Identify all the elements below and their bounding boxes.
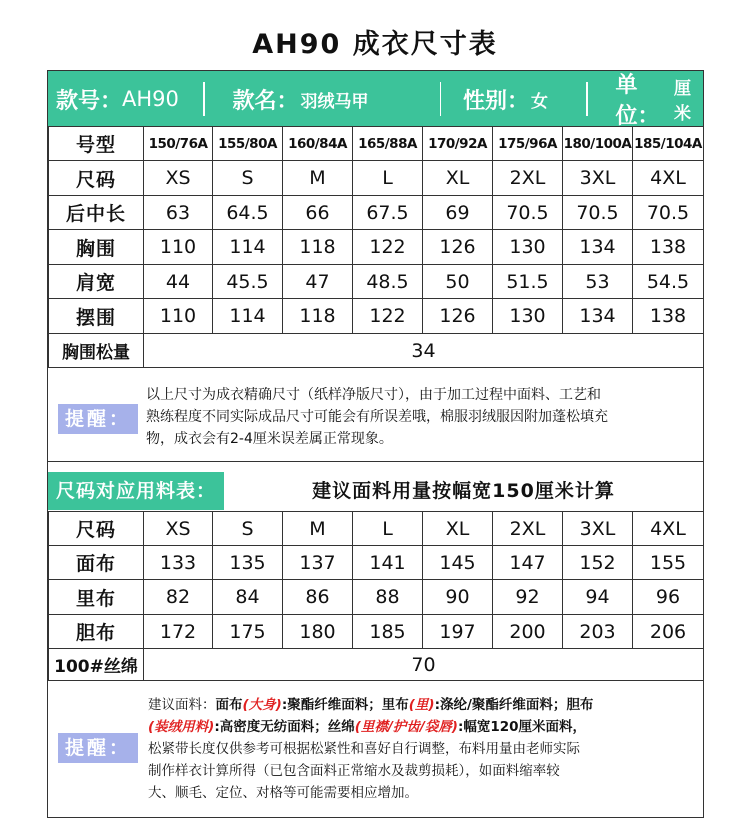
- row-label: 胆布: [49, 615, 144, 649]
- material-header: [48, 472, 703, 510]
- table-row: [49, 161, 704, 196]
- value-cell: 172: [144, 615, 213, 649]
- value-cell: 130: [493, 230, 563, 265]
- size-cell: 2XL: [493, 512, 563, 546]
- table-row: [49, 334, 704, 368]
- value-cell: 138: [633, 299, 704, 334]
- info-header: [48, 71, 703, 127]
- value-cell: 51.5: [493, 265, 563, 299]
- material-note: [48, 680, 703, 818]
- note-fragment: :涤纶/聚酯纤维面料；: [434, 697, 567, 713]
- value-cell: 180: [283, 615, 353, 649]
- ease-label: 胸围松量: [49, 334, 144, 368]
- row-label: 摆围: [49, 299, 144, 334]
- value-cell: 88: [353, 580, 423, 615]
- value-cell: 64.5: [213, 196, 283, 230]
- value-cell: 70.5: [493, 196, 563, 230]
- note-line: 松紧带长度仅供参考可根据松紧性和喜好自行调整，布料用量由老师实际: [148, 741, 580, 757]
- page-title: AH90 成衣尺寸表: [252, 29, 498, 60]
- value-cell: 197: [423, 615, 493, 649]
- row-label: 肩宽: [49, 265, 144, 299]
- size-cell: S: [213, 512, 283, 546]
- value-cell: 118: [283, 299, 353, 334]
- note-text: [148, 694, 593, 804]
- value-cell: 114: [213, 299, 283, 334]
- reminder-badge: 提醒：: [58, 404, 138, 434]
- material-table: [48, 511, 704, 681]
- value-cell: 96: [633, 580, 704, 615]
- value-cell: 185: [353, 615, 423, 649]
- table-row: [49, 580, 704, 615]
- value-cell: 134: [563, 230, 633, 265]
- padding-value: 70: [144, 649, 704, 681]
- model-cell: 155/80A: [213, 127, 283, 161]
- row-label: 胸围: [49, 230, 144, 265]
- value-cell: 133: [144, 546, 213, 580]
- value-cell: 90: [423, 580, 493, 615]
- size-cell: 4XL: [633, 512, 704, 546]
- size-cell: 4XL: [633, 161, 704, 196]
- value-cell: 69: [423, 196, 493, 230]
- model-cell: 165/88A: [353, 127, 423, 161]
- model-cell: 160/84A: [283, 127, 353, 161]
- size-cell: XL: [423, 512, 493, 546]
- unit: [588, 71, 704, 127]
- model-cell: 175/96A: [493, 127, 563, 161]
- row-label: 后中长: [49, 196, 144, 230]
- note-fragment: 胆布: [566, 697, 594, 713]
- value-cell: 84: [213, 580, 283, 615]
- value-cell: 45.5: [213, 265, 283, 299]
- model-cell: 180/100A: [563, 127, 633, 161]
- table-row: [49, 546, 704, 580]
- size-cell: 3XL: [563, 161, 633, 196]
- note-fragment: 里布: [381, 697, 409, 713]
- value-cell: 70.5: [633, 196, 704, 230]
- value-cell: 114: [213, 230, 283, 265]
- note-fragment: :幅宽120厘米面料，: [457, 719, 587, 735]
- material-header-label: 尺码对应用料表：: [48, 472, 224, 510]
- value-cell: 203: [563, 615, 633, 649]
- table-row: [49, 230, 704, 265]
- size-cell: L: [353, 512, 423, 546]
- note-line: 熟练程度不同实际成品尺寸可能会有所误差哦，棉服羽绒服因附加蓬松填充: [146, 409, 608, 425]
- style-number: [48, 71, 203, 127]
- value-cell: 54.5: [633, 265, 704, 299]
- value-cell: 122: [353, 230, 423, 265]
- value-cell: 118: [283, 230, 353, 265]
- style-name: [205, 71, 440, 127]
- size-cell: XL: [423, 161, 493, 196]
- gender: [441, 71, 586, 127]
- model-cell: 185/104A: [633, 127, 704, 161]
- value-cell: 67.5: [353, 196, 423, 230]
- size-cell: M: [283, 161, 353, 196]
- value-cell: 126: [423, 299, 493, 334]
- value-cell: 44: [144, 265, 213, 299]
- padding-label: 100#丝绵: [49, 649, 144, 681]
- note-line: 制作样衣计算所得（已包含面料正常缩水及裁剪损耗），如面料缩率较: [148, 763, 560, 779]
- note-fragment: 面布: [215, 697, 243, 713]
- value-cell: 175: [213, 615, 283, 649]
- value-cell: 145: [423, 546, 493, 580]
- table-row: [49, 512, 704, 546]
- reminder-badge: 提醒：: [58, 733, 138, 763]
- value-cell: 86: [283, 580, 353, 615]
- model-cell: 170/92A: [423, 127, 493, 161]
- note-line: [148, 694, 593, 716]
- value-cell: 155: [633, 546, 704, 580]
- ease-value: 34: [144, 334, 704, 368]
- value-cell: 122: [353, 299, 423, 334]
- value-cell: 70.5: [563, 196, 633, 230]
- value-cell: 66: [283, 196, 353, 230]
- table-row: [49, 615, 704, 649]
- size-header: 尺码: [49, 512, 144, 546]
- gender-value: 女: [531, 91, 549, 112]
- style-number-label: 款号：: [56, 88, 123, 114]
- style-number-value: AH90: [122, 87, 179, 111]
- style-name-value: 羽绒马甲: [300, 91, 369, 112]
- value-cell: 200: [493, 615, 563, 649]
- note-line: 物，成衣会有2-4厘米误差属正常现象。: [146, 431, 393, 447]
- note-fragment: :聚酯纤维面料；: [281, 697, 382, 713]
- note-fragment: (装绒用料): [148, 719, 215, 735]
- value-cell: 48.5: [353, 265, 423, 299]
- value-cell: 47: [283, 265, 353, 299]
- size-cell: S: [213, 161, 283, 196]
- size-table: [48, 126, 704, 368]
- value-cell: 110: [144, 230, 213, 265]
- unit-value: 厘米: [673, 79, 691, 124]
- size-cell: L: [353, 161, 423, 196]
- table-row: [49, 265, 704, 299]
- value-cell: 94: [563, 580, 633, 615]
- table-row: [49, 299, 704, 334]
- unit-label: 单位：: [615, 73, 660, 129]
- size-cell: XS: [144, 161, 213, 196]
- value-cell: 137: [283, 546, 353, 580]
- value-cell: 50: [423, 265, 493, 299]
- value-cell: 152: [563, 546, 633, 580]
- model-cell: 150/76A: [144, 127, 213, 161]
- value-cell: 92: [493, 580, 563, 615]
- note-line: 以上尺寸为成衣精确尺寸（纸样净版尺寸），由于加工过程中面料、工艺和: [146, 387, 601, 403]
- value-cell: 126: [423, 230, 493, 265]
- value-cell: 82: [144, 580, 213, 615]
- table-row: [49, 127, 704, 161]
- note-line: 大、顺毛、定位、对格等可能需要相应增加。: [148, 785, 418, 801]
- note-fragment: 丝绵: [327, 719, 355, 735]
- size-cell: XS: [144, 512, 213, 546]
- note-fragment: 建议面料：: [148, 697, 216, 713]
- value-cell: 141: [353, 546, 423, 580]
- value-cell: 53: [563, 265, 633, 299]
- row-label: 里布: [49, 580, 144, 615]
- material-header-note: 建议面料用量按幅宽150厘米计算: [312, 480, 615, 502]
- value-cell: 206: [633, 615, 704, 649]
- value-cell: 134: [563, 299, 633, 334]
- value-cell: 110: [144, 299, 213, 334]
- value-cell: 147: [493, 546, 563, 580]
- gender-label: 性别：: [463, 88, 530, 114]
- table-row: [49, 649, 704, 681]
- style-name-label: 款名：: [232, 88, 299, 114]
- size-header: 尺码: [49, 161, 144, 196]
- size-cell: M: [283, 512, 353, 546]
- note-text: [146, 384, 608, 450]
- size-cell: 2XL: [493, 161, 563, 196]
- value-cell: 135: [213, 546, 283, 580]
- note-fragment: (大身): [242, 697, 282, 713]
- note-fragment: (里襟/护齿/袋唇): [354, 719, 458, 735]
- value-cell: 138: [633, 230, 704, 265]
- model-header: 号型: [49, 127, 144, 161]
- table-row: [49, 196, 704, 230]
- note-fragment: :高密度无纺面料；: [214, 719, 328, 735]
- size-note: [48, 366, 703, 462]
- value-cell: 130: [493, 299, 563, 334]
- row-label: 面布: [49, 546, 144, 580]
- note-fragment: (里): [408, 697, 435, 713]
- size-cell: 3XL: [563, 512, 633, 546]
- value-cell: 63: [144, 196, 213, 230]
- note-line: [148, 716, 593, 738]
